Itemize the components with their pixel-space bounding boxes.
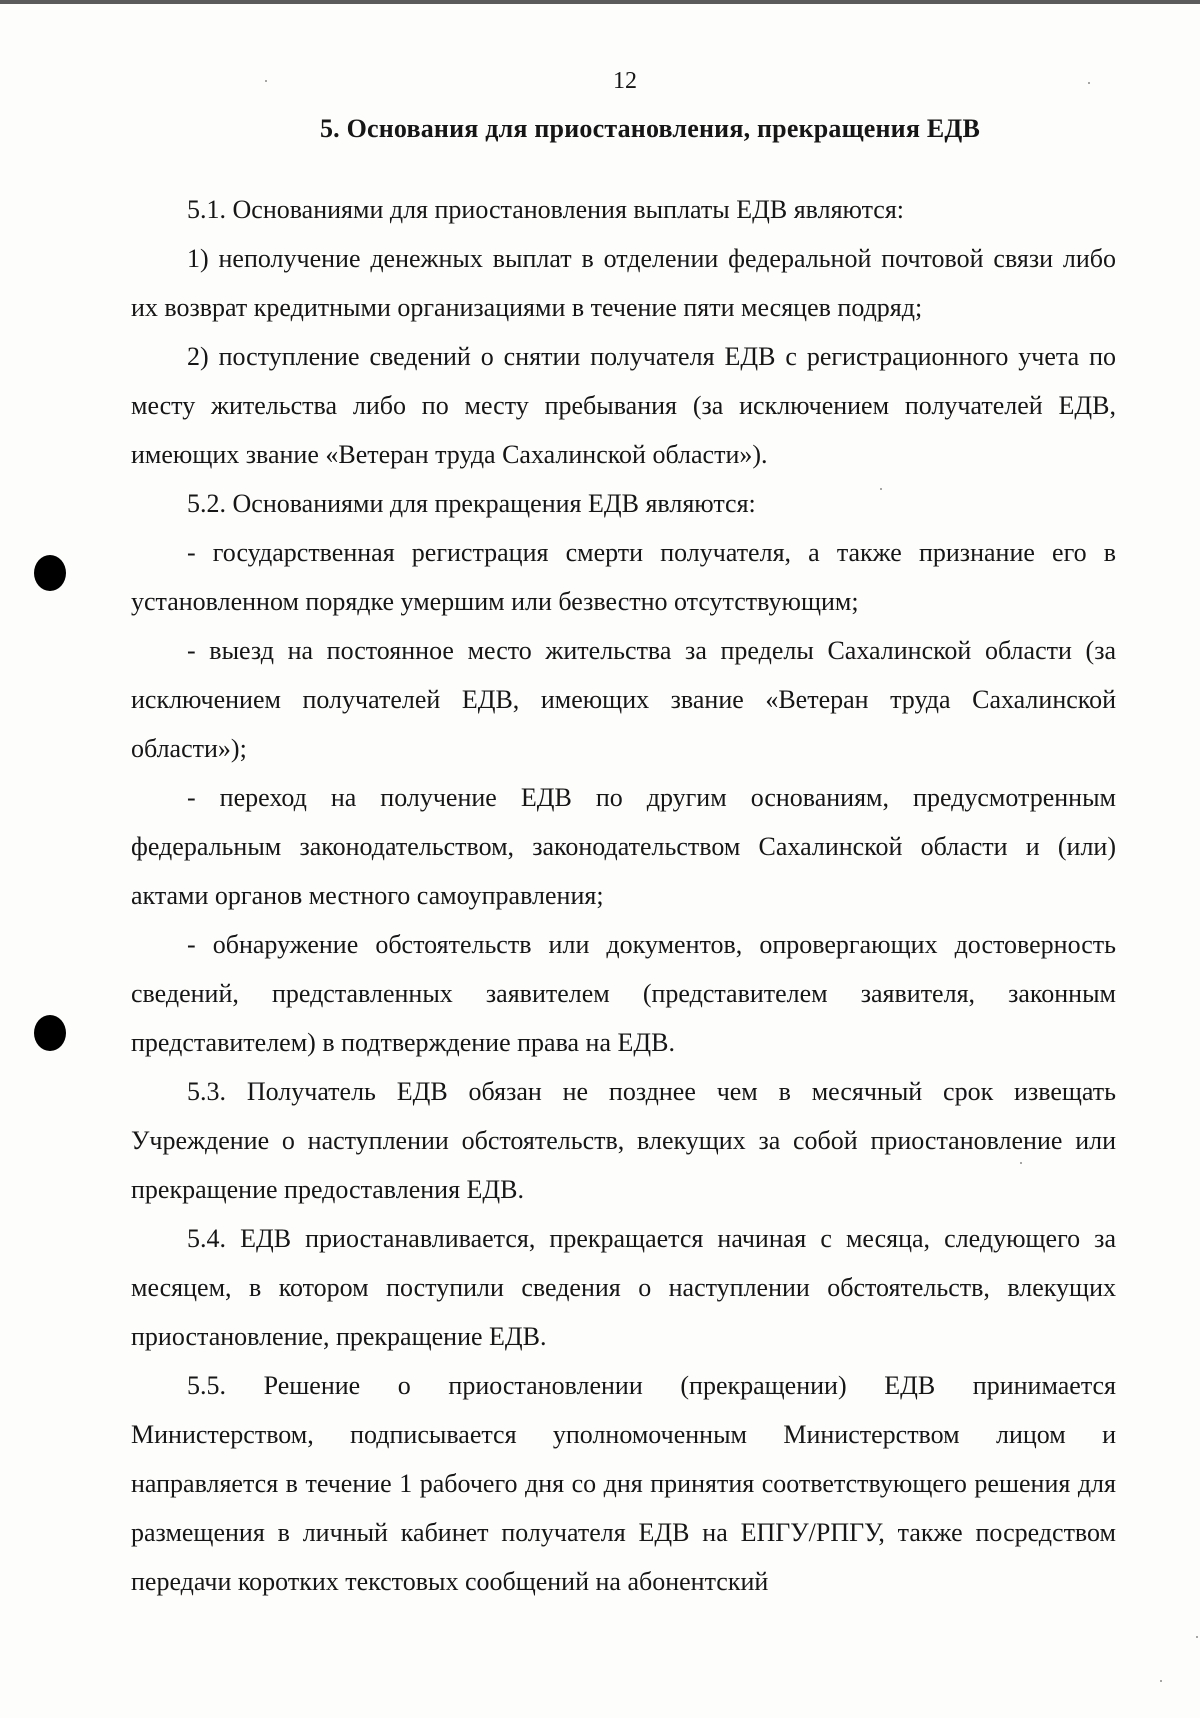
binder-hole-mark	[34, 1015, 66, 1051]
scan-speck	[1020, 1162, 1022, 1164]
paragraph-5-1-item-2: 2) поступление сведений о снятии получателя ЕДВ с регистрационного учета по месту жительства либо по месту пребывания (за исключением получателей ЕДВ, имеющих звание «Ветеран труда Сахалинской области»).	[131, 342, 1116, 469]
binder-hole-mark	[34, 555, 66, 591]
paragraph-5-2-item-2: - выезд на постоянное место жительства за пределы Сахалинской области (за исключением получателей ЕДВ, имеющих звание «Ветеран труда Сахалинской области»);	[131, 636, 1116, 763]
paragraph-5-2-item-3: - переход на получение ЕДВ по другим основаниям, предусмотренным федеральным законодательством, законодательством Сахалинской области и (или) актами органов местного самоуправления;	[131, 783, 1116, 910]
paragraph-5-2-item-4: - обнаружение обстоятельств или документов, опровергающих достоверность сведений, представленных заявителем (представителем заявителя, законным представителем) в подтверждение права на ЕДВ.	[131, 930, 1116, 1057]
scan-speck	[1088, 82, 1090, 84]
scan-speck	[880, 488, 882, 490]
paragraph-5-5: 5.5. Решение о приостановлении (прекращении) ЕДВ принимается Министерством, подписывается уполномоченным Министерством лицом и направляется в течение 1 рабочего дня со дня принятия соответствующего решения для размещения в личный кабинет получателя ЕДВ на ЕПГУ/РПГУ, также посредством передачи коротких текстовых сообщений на абонентский	[131, 1371, 1116, 1596]
paragraph-5-4: 5.4. ЕДВ приостанавливается, прекращается начиная с месяца, следующего за месяцем, в котором поступили сведения о наступлении обстоятельств, влекущих приостановление, прекращение ЕДВ.	[131, 1224, 1116, 1351]
scan-top-edge	[0, 0, 1200, 4]
paragraph-5-3: 5.3. Получатель ЕДВ обязан не позднее чем в месячный срок извещать Учреждение о наступлении обстоятельств, влекущих за собой приостановление или прекращение предоставления ЕДВ.	[131, 1077, 1116, 1204]
paragraph-5-1: 5.1. Основаниями для приостановления выплаты ЕДВ являются:	[187, 195, 905, 224]
scan-speck	[1160, 1680, 1162, 1682]
document-body	[131, 185, 1116, 1606]
paragraph-5-2-item-1: - государственная регистрация смерти получателя, а также признание его в установленном порядке умершим или безвестно отсутствующим;	[131, 538, 1116, 616]
paragraph-5-2: 5.2. Основаниями для прекращения ЕДВ являются:	[187, 489, 756, 518]
page-number: 12	[613, 68, 637, 94]
paragraph-5-1-item-1: 1) неполучение денежных выплат в отделении федеральной почтовой связи либо их возврат кредитными организациями в течение пяти месяцев подряд;	[131, 244, 1116, 322]
section-heading: 5. Основания для приостановления, прекращения ЕДВ	[319, 114, 981, 143]
scan-speck	[265, 80, 267, 82]
scan-speck	[1196, 1636, 1198, 1638]
